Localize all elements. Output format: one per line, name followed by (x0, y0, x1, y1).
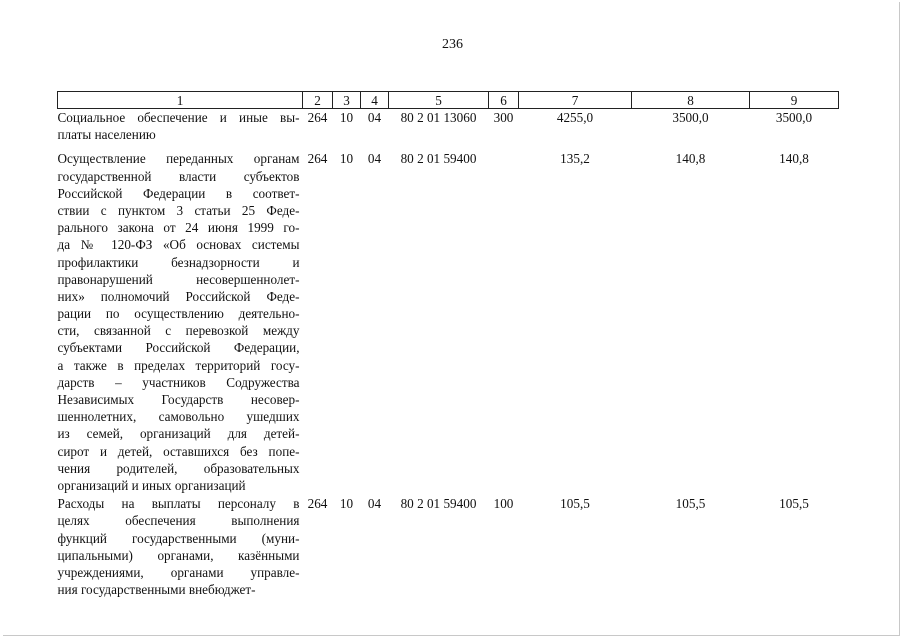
cell-c6: 100 (493, 496, 514, 512)
row-name-line: платы населению (57, 127, 156, 143)
header-col-7: 7 (519, 92, 632, 109)
table-header-row (58, 92, 839, 109)
cell-c6: 300 (493, 110, 514, 125)
row-name-line: чения родителей, образовательных (57, 460, 300, 476)
header-col-9: 9 (750, 92, 839, 109)
row-name-line: них» полномочий Российской Федe- (57, 288, 300, 304)
row-name-line: ния государственными внебюджет- (57, 582, 256, 598)
cell-c3: 10 (339, 496, 354, 512)
cell-c8: 105,5 (675, 496, 706, 512)
cell-c3: 10 (339, 110, 354, 125)
cell-c7: 105,5 (560, 496, 590, 512)
row-name-line: Независимых Государств несовер- (57, 392, 300, 407)
row-name-line: сти, связанной с перевозкой между (57, 323, 300, 339)
row-name-line: шеннолетних, самовольно ушедших (57, 409, 300, 425)
row-name-line: да № 120-ФЗ «Об основах системы (57, 237, 300, 253)
header-col-6: 6 (489, 92, 519, 109)
cell-c2: 264 (307, 110, 328, 125)
row-name-line: Осуществление переданных органам (57, 151, 300, 167)
cell-c4: 04 (367, 110, 382, 125)
row-name (58, 143, 303, 494)
header-col-2: 2 (303, 92, 333, 109)
row-name-line: государственной власти субъектов (57, 168, 300, 184)
cell-c2: 264 (307, 151, 328, 167)
row-name-line: профилактики безнадзорности и (57, 254, 300, 270)
cell-c5: 80 2 01 13060 (400, 110, 477, 125)
row-name-line: а также в пределах территорий госу- (57, 357, 300, 373)
row-name-line: дарств – участников Содружества (57, 374, 300, 390)
row-name-line: ствии с пунктом 3 статьи 25 Феде- (57, 202, 300, 218)
cell-c7: 135,2 (560, 151, 590, 167)
row-name-line: ципальными) органами, казёнными (57, 547, 300, 563)
row-name-line: Расходы на выплаты персоналу в (57, 496, 300, 512)
row-name (58, 494, 303, 598)
table-row (58, 143, 839, 494)
cell-c9: 140,8 (779, 151, 809, 167)
cell-c9: 3500,0 (775, 110, 813, 125)
cell-c5: 80 2 01 59400 (400, 151, 477, 167)
row-name-line: учреждениями, органами управле- (57, 564, 300, 580)
row-name-line: целях обеспечения выполнения (57, 513, 300, 529)
row-name-line: правонарушений несовершеннолет- (57, 271, 300, 287)
cell-c9: 105,5 (779, 496, 809, 512)
budget-table (57, 91, 839, 598)
cell-c7: 4255,0 (556, 110, 594, 125)
header-col-5: 5 (389, 92, 489, 109)
header-col-3: 3 (333, 92, 361, 109)
row-name-line: организаций и иных организаций (57, 477, 246, 493)
row-name-line: Социальное обеспечение и иные вы- (57, 110, 300, 125)
cell-c4: 04 (367, 496, 382, 512)
row-name-line: рального закона от 24 июня 1999 го- (57, 220, 300, 236)
page-number: 236 (442, 37, 463, 52)
row-name-line: Российской Федерации в соответ- (57, 185, 300, 201)
cell-c4: 04 (367, 151, 382, 167)
header-col-4: 4 (361, 92, 389, 109)
row-name-line: функций государственными (муни- (57, 530, 300, 546)
row-name-line: рации по осуществлению деятельно- (57, 306, 300, 322)
row-name (58, 109, 303, 144)
row-name-line: из семей, организаций для детей- (57, 426, 300, 442)
cell-c6 (489, 143, 519, 494)
cell-c2: 264 (307, 496, 328, 512)
header-col-8: 8 (632, 92, 750, 109)
row-name-line: сирот и детей, оставшихся без попе- (57, 443, 300, 459)
row-name-line: субъектами Российской Федерации, (57, 340, 300, 356)
header-col-1: 1 (58, 92, 303, 109)
cell-c5: 80 2 01 59400 (400, 496, 477, 512)
cell-c3: 10 (339, 151, 354, 167)
cell-c8: 3500,0 (672, 110, 709, 125)
table-row (58, 494, 839, 598)
cell-c8: 140,8 (675, 151, 706, 167)
table-row (58, 109, 839, 144)
